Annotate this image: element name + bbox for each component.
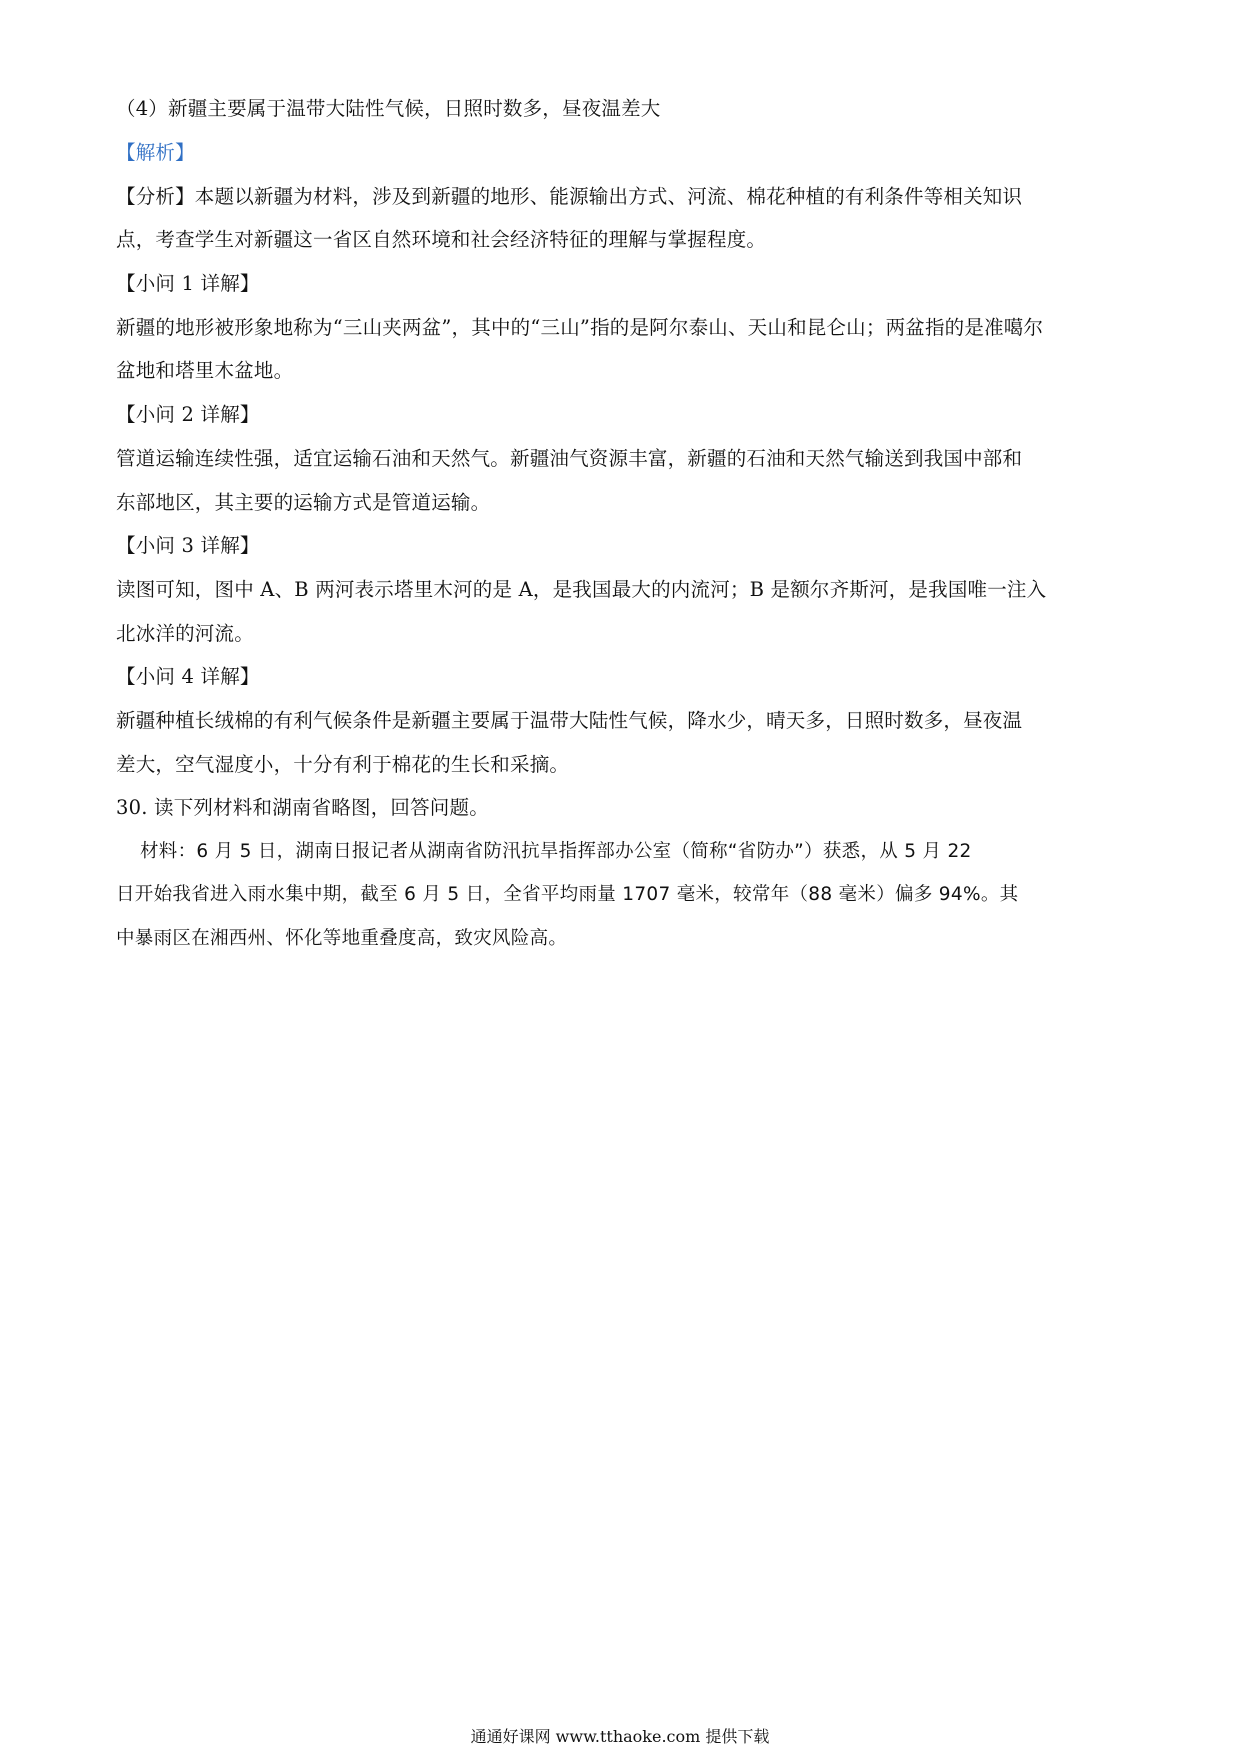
q1-line-2: 盆地和塔里木盆地。 [116,359,294,382]
q3-line-1: 读图可知，图中 A、B 两河表示塔里木河的是 A，是我国最大的内流河；B 是额尔齐斯河，是我国唯一注入 [116,578,1047,601]
q3-line-2: 北冰洋的河流。 [116,622,254,645]
material-line-2: 日开始我省进入雨水集中期，截至 6 月 5 日，全省平均雨量 1707 毫米，较常年（88 毫米）偏多 94%。其 [116,884,1019,905]
answer-4-text: （4）新疆主要属于温带大陆性气候，日照时数多，昼夜温差大 [116,97,661,120]
material-line-3: 中暴雨区在湘西州、怀化等地重叠度高，致灾风险高。 [116,928,568,949]
q4-line-2: 差大，空气湿度小，十分有利于棉花的生长和采摘。 [116,753,570,776]
analysis-line-2: 点，考查学生对新疆这一省区自然环境和社会经济特征的理解与掌握程度。 [116,228,767,251]
q2-heading: 【小问 2 详解】 [116,403,260,426]
jiexi-label: 【解析】 [116,141,195,164]
q4-line-1: 新疆种植长绒棉的有利气候条件是新疆主要属于温带大陆性气候，降水少，晴天多，日照时数多，昼夜温 [116,709,1023,732]
q2-line-2: 东部地区，其主要的运输方式是管道运输。 [116,491,491,514]
footer-watermark: 通通好课网 www.tthaoke.com 提供下载 [470,1727,770,1746]
q1-line-1: 新疆的地形被形象地称为“三山夹两盆”，其中的“三山”指的是阿尔泰山、天山和昆仑山；两盆指的是准噶尔 [116,316,1044,339]
q4-heading: 【小问 4 详解】 [116,665,260,688]
question-30-title: 30. 读下列材料和湖南省略图，回答问题。 [116,796,489,819]
q2-line-1: 管道运输连续性强，适宜运输石油和天然气。新疆油气资源丰富，新疆的石油和天然气输送到我国中部和 [116,447,1023,470]
analysis-line-1: 【分析】本题以新疆为材料，涉及到新疆的地形、能源输出方式、河流、棉花种植的有利条件等相关知识 [116,185,1023,208]
q3-heading: 【小问 3 详解】 [116,534,260,557]
q1-heading: 【小问 1 详解】 [116,272,260,295]
material-line-1: 材料：6 月 5 日，湖南日报记者从湖南省防汛抗旱指挥部办公室（简称“省防办”）获悉，从 5 月 22 [140,841,972,862]
